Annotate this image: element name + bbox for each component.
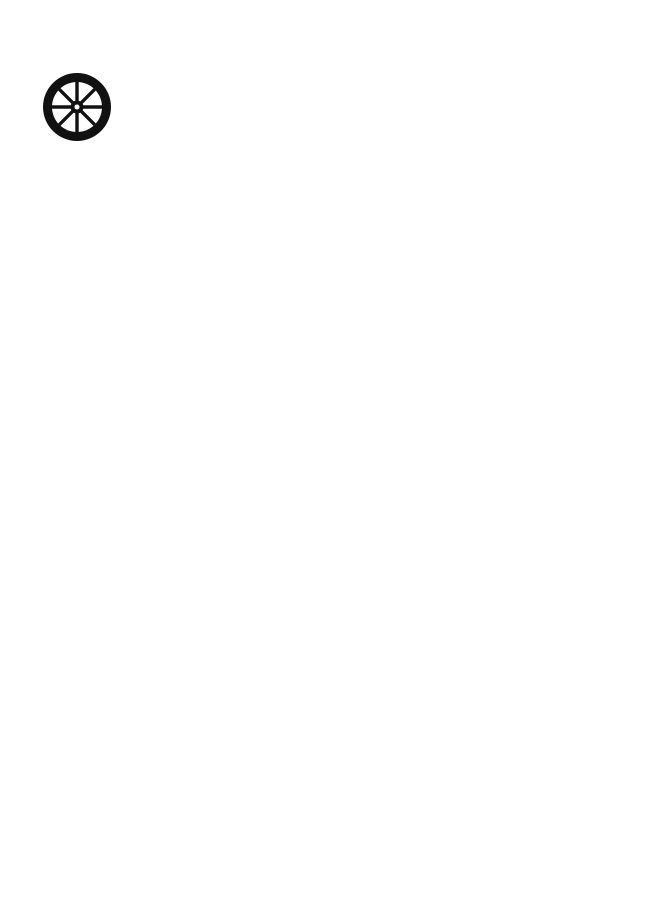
bottom-dotted-rule xyxy=(52,832,600,840)
top-dotted-rule xyxy=(116,80,596,90)
ship-wheel-icon xyxy=(41,71,113,143)
